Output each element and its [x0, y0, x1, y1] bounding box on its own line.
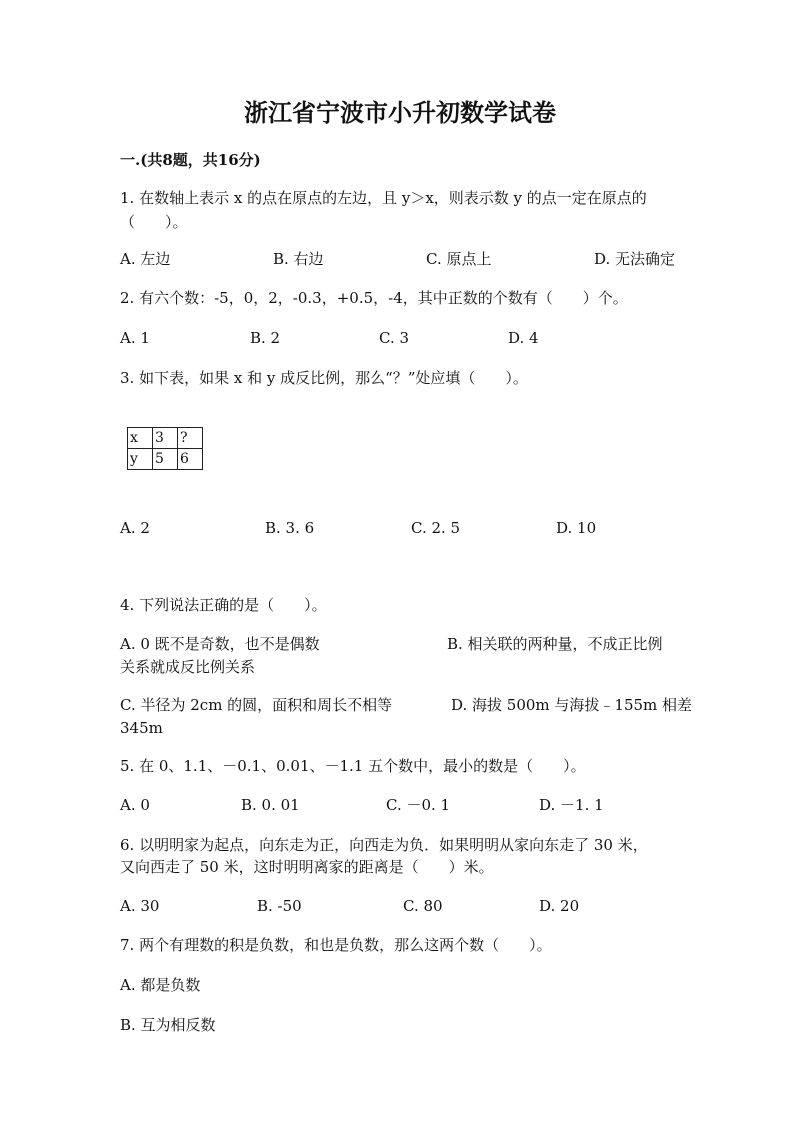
question-3-text: 3. 如下表，如果 x 和 y 成反比例，那么“？”处应填（ ）。 [120, 369, 528, 387]
q6-option-b: B. -50 [257, 897, 302, 915]
q6-option-d: D. 20 [539, 897, 580, 915]
q4-option-c: C. 半径为 2cm 的圆，面积和周长不相等 [120, 696, 393, 714]
q6-option-a: A. 30 [120, 897, 160, 915]
q1-option-d: D. 无法确定 [594, 250, 676, 268]
q4-option-d: D. 海拔 500m 与海拔﹣155m 相差 [451, 696, 693, 714]
q7-option-b: B. 互为相反数 [120, 1016, 216, 1034]
table-row [128, 449, 203, 470]
q1-option-b: B. 右边 [273, 250, 324, 268]
question-5-text: 5. 在 0、1.1、－0.1、0.01、－1.1 五个数中，最小的数是（ ）。 [120, 757, 586, 775]
q3-option-c: C. 2. 5 [411, 519, 461, 537]
q5-option-c: C. －0. 1 [386, 796, 451, 814]
q2-option-d: D. 4 [508, 329, 539, 347]
q6-option-c: C. 80 [403, 897, 443, 915]
page-title: 浙江省宁波市小升初数学试卷 [244, 98, 556, 127]
q3-option-a: A. 2 [120, 519, 150, 537]
q5-option-d: D. －1. 1 [539, 796, 604, 814]
table-cell: 5 [153, 449, 178, 470]
question-7-text: 7. 两个有理数的积是负数，和也是负数，那么这两个数（ ）。 [120, 936, 552, 954]
q4-option-b: B. 相关联的两种量，不成正比例 [447, 635, 663, 653]
table-cell: x [128, 428, 153, 449]
q1-option-c: C. 原点上 [426, 250, 492, 268]
q4-option-a: A. 0 既不是奇数，也不是偶数 [120, 635, 320, 653]
q4-option-b-cont: 关系就成反比例关系 [120, 658, 256, 676]
table-cell: 6 [178, 449, 203, 470]
q5-option-a: A. 0 [120, 796, 150, 814]
q2-option-b: B. 2 [250, 329, 281, 347]
q3-option-b: B. 3. 6 [265, 519, 315, 537]
question-4-text: 4. 下列说法正确的是（ ）。 [120, 596, 327, 614]
xy-table [127, 427, 203, 470]
table-row [128, 428, 203, 449]
q2-option-c: C. 3 [379, 329, 410, 347]
q7-option-a: A. 都是负数 [120, 976, 201, 994]
table-cell: ? [178, 428, 203, 449]
table-cell: 3 [153, 428, 178, 449]
question-6-text-cont: 又向西走了 50 米，这时明明离家的距离是（ ）米。 [120, 858, 494, 876]
section-heading: 一.(共8题，共16分) [120, 151, 261, 169]
question-6-text: 6. 以明明家为起点，向东走为正，向西走为负．如果明明从家向东走了 30 米， [120, 836, 648, 854]
question-2-text: 2. 有六个数：-5，0，2，-0.3，+0.5，-4，其中正数的个数有（ ）个。 [120, 289, 628, 307]
q5-option-b: B. 0. 01 [241, 796, 300, 814]
question-1-text: 1. 在数轴上表示 x 的点在原点的左边，且 y＞x，则表示数 y 的点一定在原点的 [120, 189, 647, 207]
table-cell: y [128, 449, 153, 470]
q4-option-d-cont: 345m [120, 719, 163, 737]
q1-option-a: A. 左边 [120, 250, 171, 268]
q3-option-d: D. 10 [556, 519, 597, 537]
question-1-text-cont: （ ）。 [120, 213, 188, 231]
q2-option-a: A. 1 [120, 329, 150, 347]
